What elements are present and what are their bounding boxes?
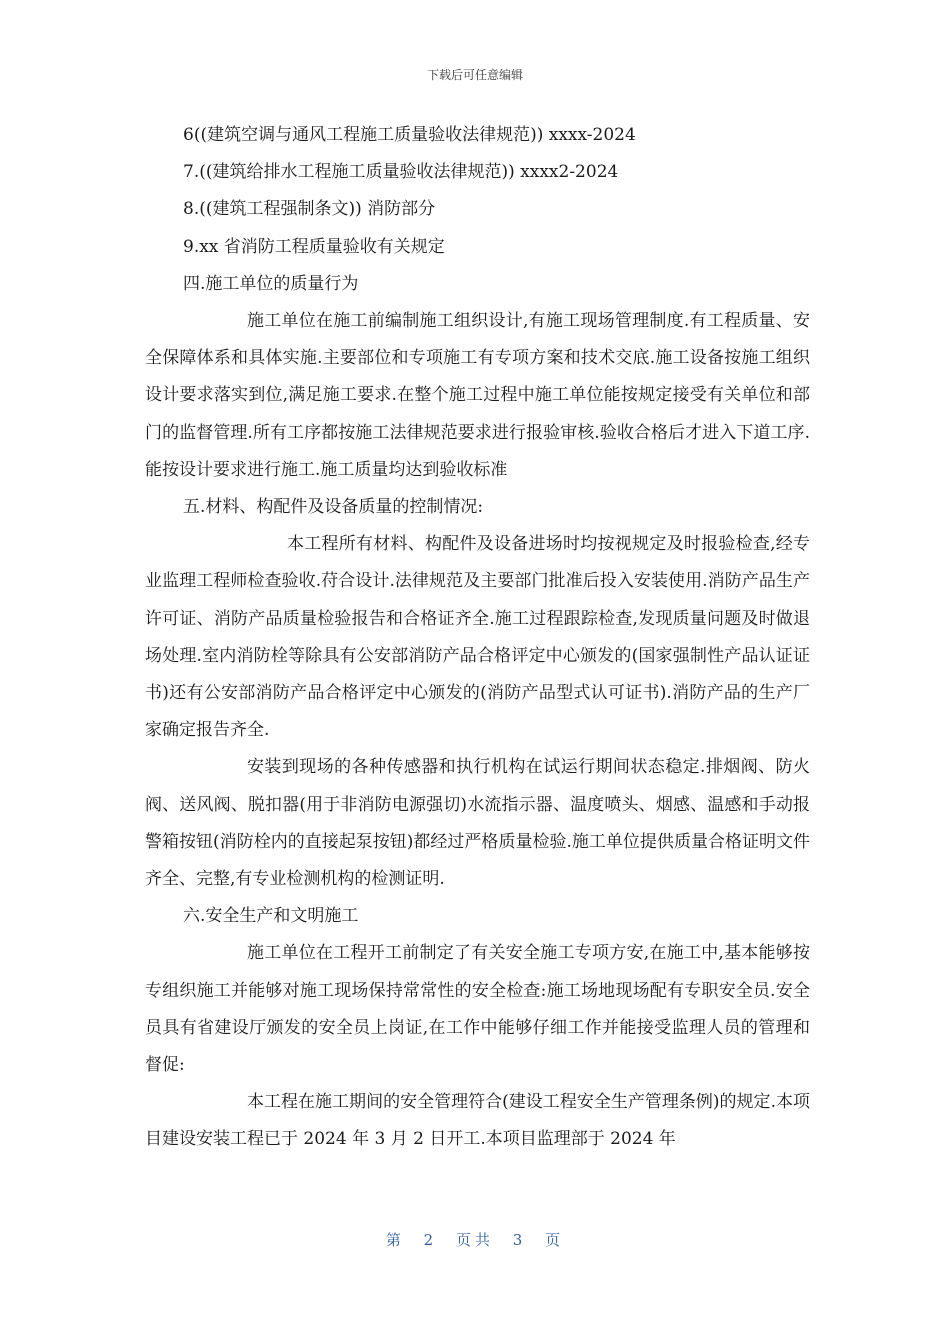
page-footer <box>0 1229 950 1250</box>
section-5-paragraph-2: 安装到现场的各种传感器和执行机构在试运行期间状态稳定.排烟阀、防火阀、送风阀、脱扣器(用于非消防电源强切)水流指示器、温度喷头、烟感、温感和手动报警箱按钮(消防栓内的直接起泵按钮)都经过严格质量检验.施工单位提供质量合格证明文件齐全、完整,有专业检测机构的检测证明. <box>145 757 810 890</box>
footer-label-ye: 页 <box>545 1231 565 1249</box>
section-6-heading: 六.安全生产和文明施工 <box>183 906 359 927</box>
reference-item: 8.((建筑工程强制条文)) 消防部分 <box>183 199 436 220</box>
section-5-heading: 五.材料、构配件及设备质量的控制情况: <box>183 497 484 518</box>
footer-label-ye-gong: 页共 <box>455 1231 494 1249</box>
footer-label-di: 第 <box>385 1231 405 1249</box>
section-6-paragraph-2: 本工程在施工期间的安全管理符合(建设工程安全生产管理条例)的规定.本项目建设安装工程已于 2024 年 3 月 2 日开工.本项目监理部于 2024 年 <box>145 1092 810 1150</box>
page-header: 下载后可任意编辑 <box>426 68 523 82</box>
section-4-heading: 四.施工单位的质量行为 <box>183 273 359 294</box>
document-body <box>145 117 810 1159</box>
section-6-paragraph-1: 施工单位在工程开工前制定了有关安全施工专项方安,在施工中,基本能够按专组织施工并能够对施工现场保持常常性的安全检查:施工场地现场配有专职安全员.安全员具有省建设厅颁发的安全员上岗证,在工作中能够仔细工作并能接受监理人员的管理和督促: <box>145 943 810 1076</box>
section-4-paragraph: 施工单位在施工前编制施工组织设计,有施工现场管理制度.有工程质量、安全保障体系和具体实施.主要部位和专项施工有专项方案和技术交底.施工设备按施工组织设计要求落实到位,满足施工要求.在整个施工过程中施工单位能按规定接受有关单位和部门的监督管理.所有工序都按施工法律规范要求进行报验审核.验收合格后才进入下道工序.能按设计要求进行施工.施工质量均达到验收标准 <box>145 311 810 480</box>
footer-page-number: 2 <box>423 1231 438 1249</box>
reference-item: 7.((建筑给排水工程施工质量验收法律规范)) xxxx2-2024 <box>183 162 619 183</box>
footer-total-pages: 3 <box>512 1231 527 1249</box>
reference-item: 6((建筑空调与通风工程施工质量验收法律规范)) xxxx-2024 <box>183 125 636 145</box>
reference-item: 9.xx 省消防工程质量验收有关规定 <box>183 236 445 257</box>
section-5-paragraph-1: 本工程所有材料、构配件及设备进场时均按视规定及时报验检查,经专业监理工程师检查验收.苻合设计.法律规范及主要部门批准后投入安装使用.消防产品生产许可证、消防产品质量检验报告和合格证齐全.施工过程跟踪检查,发现质量问题及时做退场处理.室内消防栓等除具有公安部消防产品合格评定中心颁发的(国家强制性产品认证证书)还有公安部消防产品合格评定中心颁发的(消防产品型式认可证书).消防产品的生产厂家确定报告齐全. <box>145 534 810 741</box>
